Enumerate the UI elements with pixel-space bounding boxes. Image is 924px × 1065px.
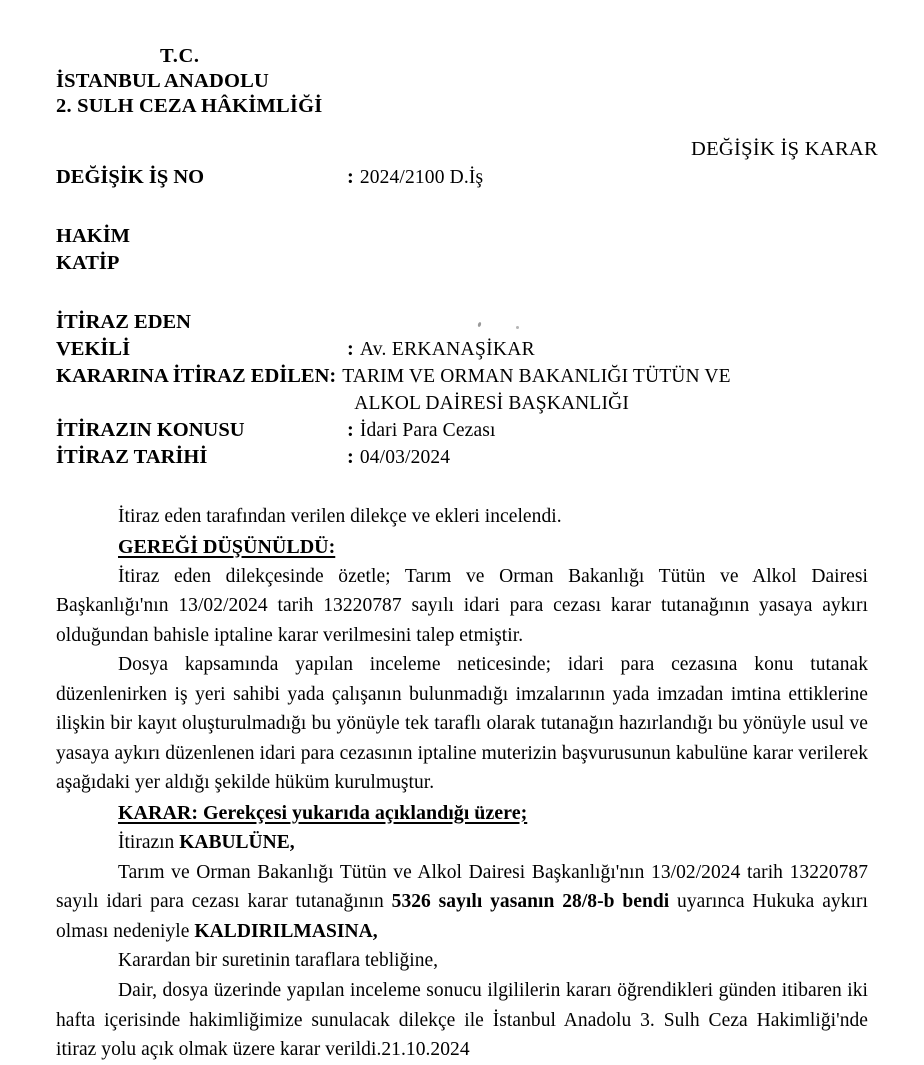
decision-type-label: DEĞİŞİK İŞ KARAR — [690, 138, 878, 160]
field-value-attorney: Av. ERKANAŞİKAR — [359, 339, 535, 360]
field-row-clerk — [56, 250, 876, 277]
line-acceptance-prefix: İtirazın — [118, 831, 180, 853]
line-acceptance — [56, 828, 868, 858]
paragraph-ruling-part1: Tarım ve Orman Bakanlığı Tütün ve Alkol Dairesi Başkanlığı'nın 13/02/2024 tarih 13220787 sayılı idari para cezası karar tutanağının — [56, 861, 868, 912]
court-header-chamber: 2. SULH CEZA HÂKİMLİĞİ — [56, 95, 323, 117]
field-label-case-no: DEĞİŞİK İŞ NO — [56, 166, 205, 188]
field-value-appealed-against — [342, 363, 876, 417]
field-row-objection-date — [56, 444, 876, 471]
field-row-attorney — [56, 336, 876, 363]
field-label-judge: HAKİM — [56, 225, 131, 247]
field-row-case-no — [56, 164, 876, 191]
line-acceptance-emphasis: KABULÜNE, — [179, 831, 295, 853]
field-value-case-no: 2024/2100 D.İş — [359, 167, 484, 188]
field-label-clerk: KATİP — [56, 252, 120, 274]
field-value-appealed-against-line1: TARIM VE ORMAN BAKANLIĞI TÜTÜN VE — [342, 366, 731, 387]
field-label-attorney: VEKİLİ — [56, 338, 131, 360]
heading-consideration-text: GEREĞİ DÜŞÜNÜLDÜ: — [118, 535, 336, 558]
paragraph-examination: Dosya kapsamında yapılan inceleme neticesinde; idari para cezasına konu tutanak düzenlenirken iş yeri sahibi yada çalışanın bulunmadığı imzalarının yada imzadan imtina ettiklerine ilişkin bir kayıt oluşturulmadığı bu yönüyle tek taraflı olarak tutanağın hazırlandığı bu yönüyle usul ve yasaya aykırı düzenlenen idari para cezasının iptaline muterizin başvurusunun kabulüne karar verilerek aşağıdaki yer aldığı şekilde hüküm kurulmuştur. — [56, 654, 868, 793]
field-separator-case-no: : — [347, 166, 354, 188]
line-notification: Karardan bir suretinin taraflara tebliğine, — [118, 950, 438, 971]
field-label-objector: İTİRAZ EDEN — [56, 311, 191, 333]
court-header — [56, 44, 476, 119]
field-value-objection-date: 04/03/2024 — [359, 447, 451, 468]
field-separator-objection-date: : — [347, 446, 354, 468]
paragraph-intro: İtiraz eden tarafından verilen dilekçe ve ekleri incelendi. — [118, 506, 562, 527]
document-body — [56, 502, 868, 1065]
paragraph-ruling — [56, 858, 868, 947]
paragraph-ruling-statute: 5326 sayılı yasanın 28/8-b bendi — [391, 891, 670, 912]
spacer — [56, 191, 876, 223]
field-value-subject: İdari Para Cezası — [359, 420, 496, 441]
field-label-subject: İTİRAZIN KONUSU — [56, 419, 245, 441]
field-separator-appealed-against: : — [329, 365, 337, 387]
field-row-appealed-against — [56, 363, 876, 417]
field-separator-subject: : — [347, 419, 354, 441]
field-value-appealed-against-line2: ALKOL DAİRESİ BAŞKANLIĞI — [354, 393, 629, 414]
heading-decision — [56, 798, 868, 828]
court-header-city: İSTANBUL ANADOLU — [56, 70, 269, 92]
heading-consideration — [56, 532, 868, 562]
field-row-objector — [56, 309, 876, 336]
field-separator-attorney: : — [347, 338, 354, 360]
case-fields — [56, 164, 876, 471]
field-row-subject — [56, 417, 876, 444]
field-row-judge — [56, 223, 876, 250]
spacer — [56, 277, 876, 309]
paragraph-petition-summary: İtiraz eden dilekçesinde özetle; Tarım ve Orman Bakanlığı Tütün ve Alkol Dairesi Başkanlığı'nın 13/02/2024 tarih 13220787 sayılı idari para cezası karar tutanağının yasaya aykırı olduğundan bahisle iptaline karar verilmesini talep etmiştir. — [56, 565, 868, 646]
paragraph-ruling-outcome: KALDIRILMASINA, — [194, 920, 378, 942]
heading-decision-text: KARAR: Gerekçesi yukarıda açıklandığı üzere; — [118, 801, 528, 824]
court-header-tc: T.C. — [160, 45, 200, 67]
field-label-objection-date: İTİRAZ TARİHİ — [56, 446, 208, 468]
paragraph-appeal-route: Dair, dosya üzerinde yapılan inceleme sonucu ilgililerin kararı öğrendikleri günden itibaren iki hafta içerisinde hakimliğimize sunulacak dilekçe ile İstanbul Anadolu 3. Sulh Ceza Hakimliği'nde itiraz yolu açık olmak üzere karar verildi.21.10.2024 — [56, 980, 868, 1060]
field-label-appealed-against: KARARINA İTİRAZ EDİLEN — [56, 365, 330, 387]
paragraph-ruling-part2: uyarınca Hukuka aykırı olması nedeniyle — [56, 891, 868, 942]
